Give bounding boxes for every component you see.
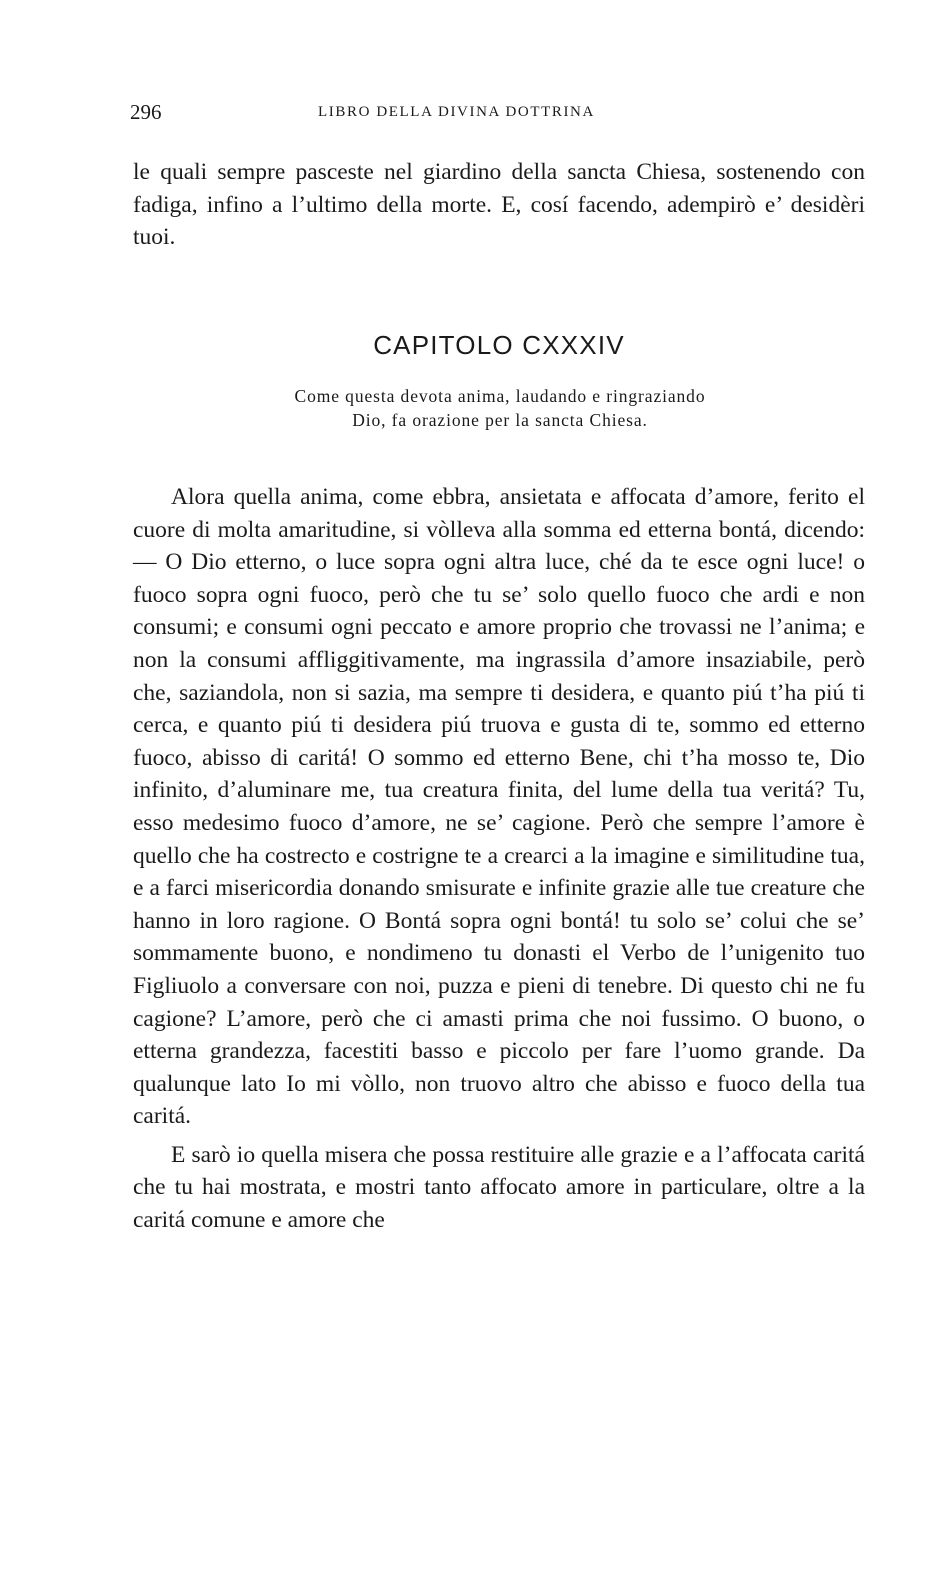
chapter-body: [133, 481, 865, 1243]
chapter-summary-line: Dio, fa orazione per la sancta Chiesa.: [352, 410, 648, 430]
continuation-paragraph: le quali sempre pasceste nel giardino della sancta Chiesa, sostenendo con fadiga, infino a l’ultimo della morte. E, cosí facendo, adempirò e’ desidèri tuoi.: [133, 159, 865, 251]
running-head: [130, 100, 665, 126]
chapter-summary-line: Come questa devota anima, laudando e ringraziando: [294, 386, 706, 406]
page-number: 296: [130, 100, 162, 124]
chapter-heading: CAPITOLO CXXXIV: [373, 330, 625, 360]
running-title: LIBRO DELLA DIVINA DOTTRINA: [318, 104, 595, 120]
chapter-summary: [200, 384, 800, 432]
body-paragraph: E sarò io quella misera che possa restituire alle grazie e a l’affocata caritá che tu hai mostrata, e mostri tanto affocato amore in particulare, oltre a la caritá comune e amore che: [133, 1141, 865, 1234]
body-paragraph: Alora quella anima, come ebbra, ansietata e affocata d’amore, ferito el cuore di molta amaritudine, si vòlleva alla somma ed etterna bontá, dicendo: — O Dio etterno, o luce sopra ogni altra luce, ché da te esce ogni luce! o fuoco sopra ogni fuoco, però che tu se’ solo quello fuoco che ardi e non consumi; e consumi ogni peccato e amore proprio che trovassi ne l’anima; e non la consumi affliggitivamente, ma ingrassila d’amore insaziabile, però che, saziandola, non si sazia, ma sempre ti desidera, e quanto piú t’ha piú ti cerca, e quanto piú ti desidera piú truova e gusta di te, sommo ed etterno fuoco, abisso di caritá! O sommo ed etterno Bene, chi t’ha mosso te, Dio infinito, d’aluminare me, tua creatura finita, del lume della tua veritá? Tu, esso medesimo fuoco d’amore, ne se’ cagione. Però che sempre l’amore è quello che ha costrecto e costrigne te a crearci a la imagine e similitudine tua, e a farci misericordia donando smisurate e infinite grazie alle tue creature che hanno in loro ragione. O Bontá sopra ogni bontá! tu solo se’ colui che se’ sommamente buono, e nondimeno tu donasti el Verbo de l’unigenito tuo Figliuolo a conversare con noi, puzza e pieni di tenebre. Di questo chi ne fu cagione? L’amore, però che ci amasti prima che noi fussimo. O buono, o etterna grandezza, facestiti basso e piccolo per fare l’uomo grande. Da qualunque lato Io mi vòllo, non truovo altro che abisso e fuoco della tua caritá.: [133, 484, 865, 1130]
